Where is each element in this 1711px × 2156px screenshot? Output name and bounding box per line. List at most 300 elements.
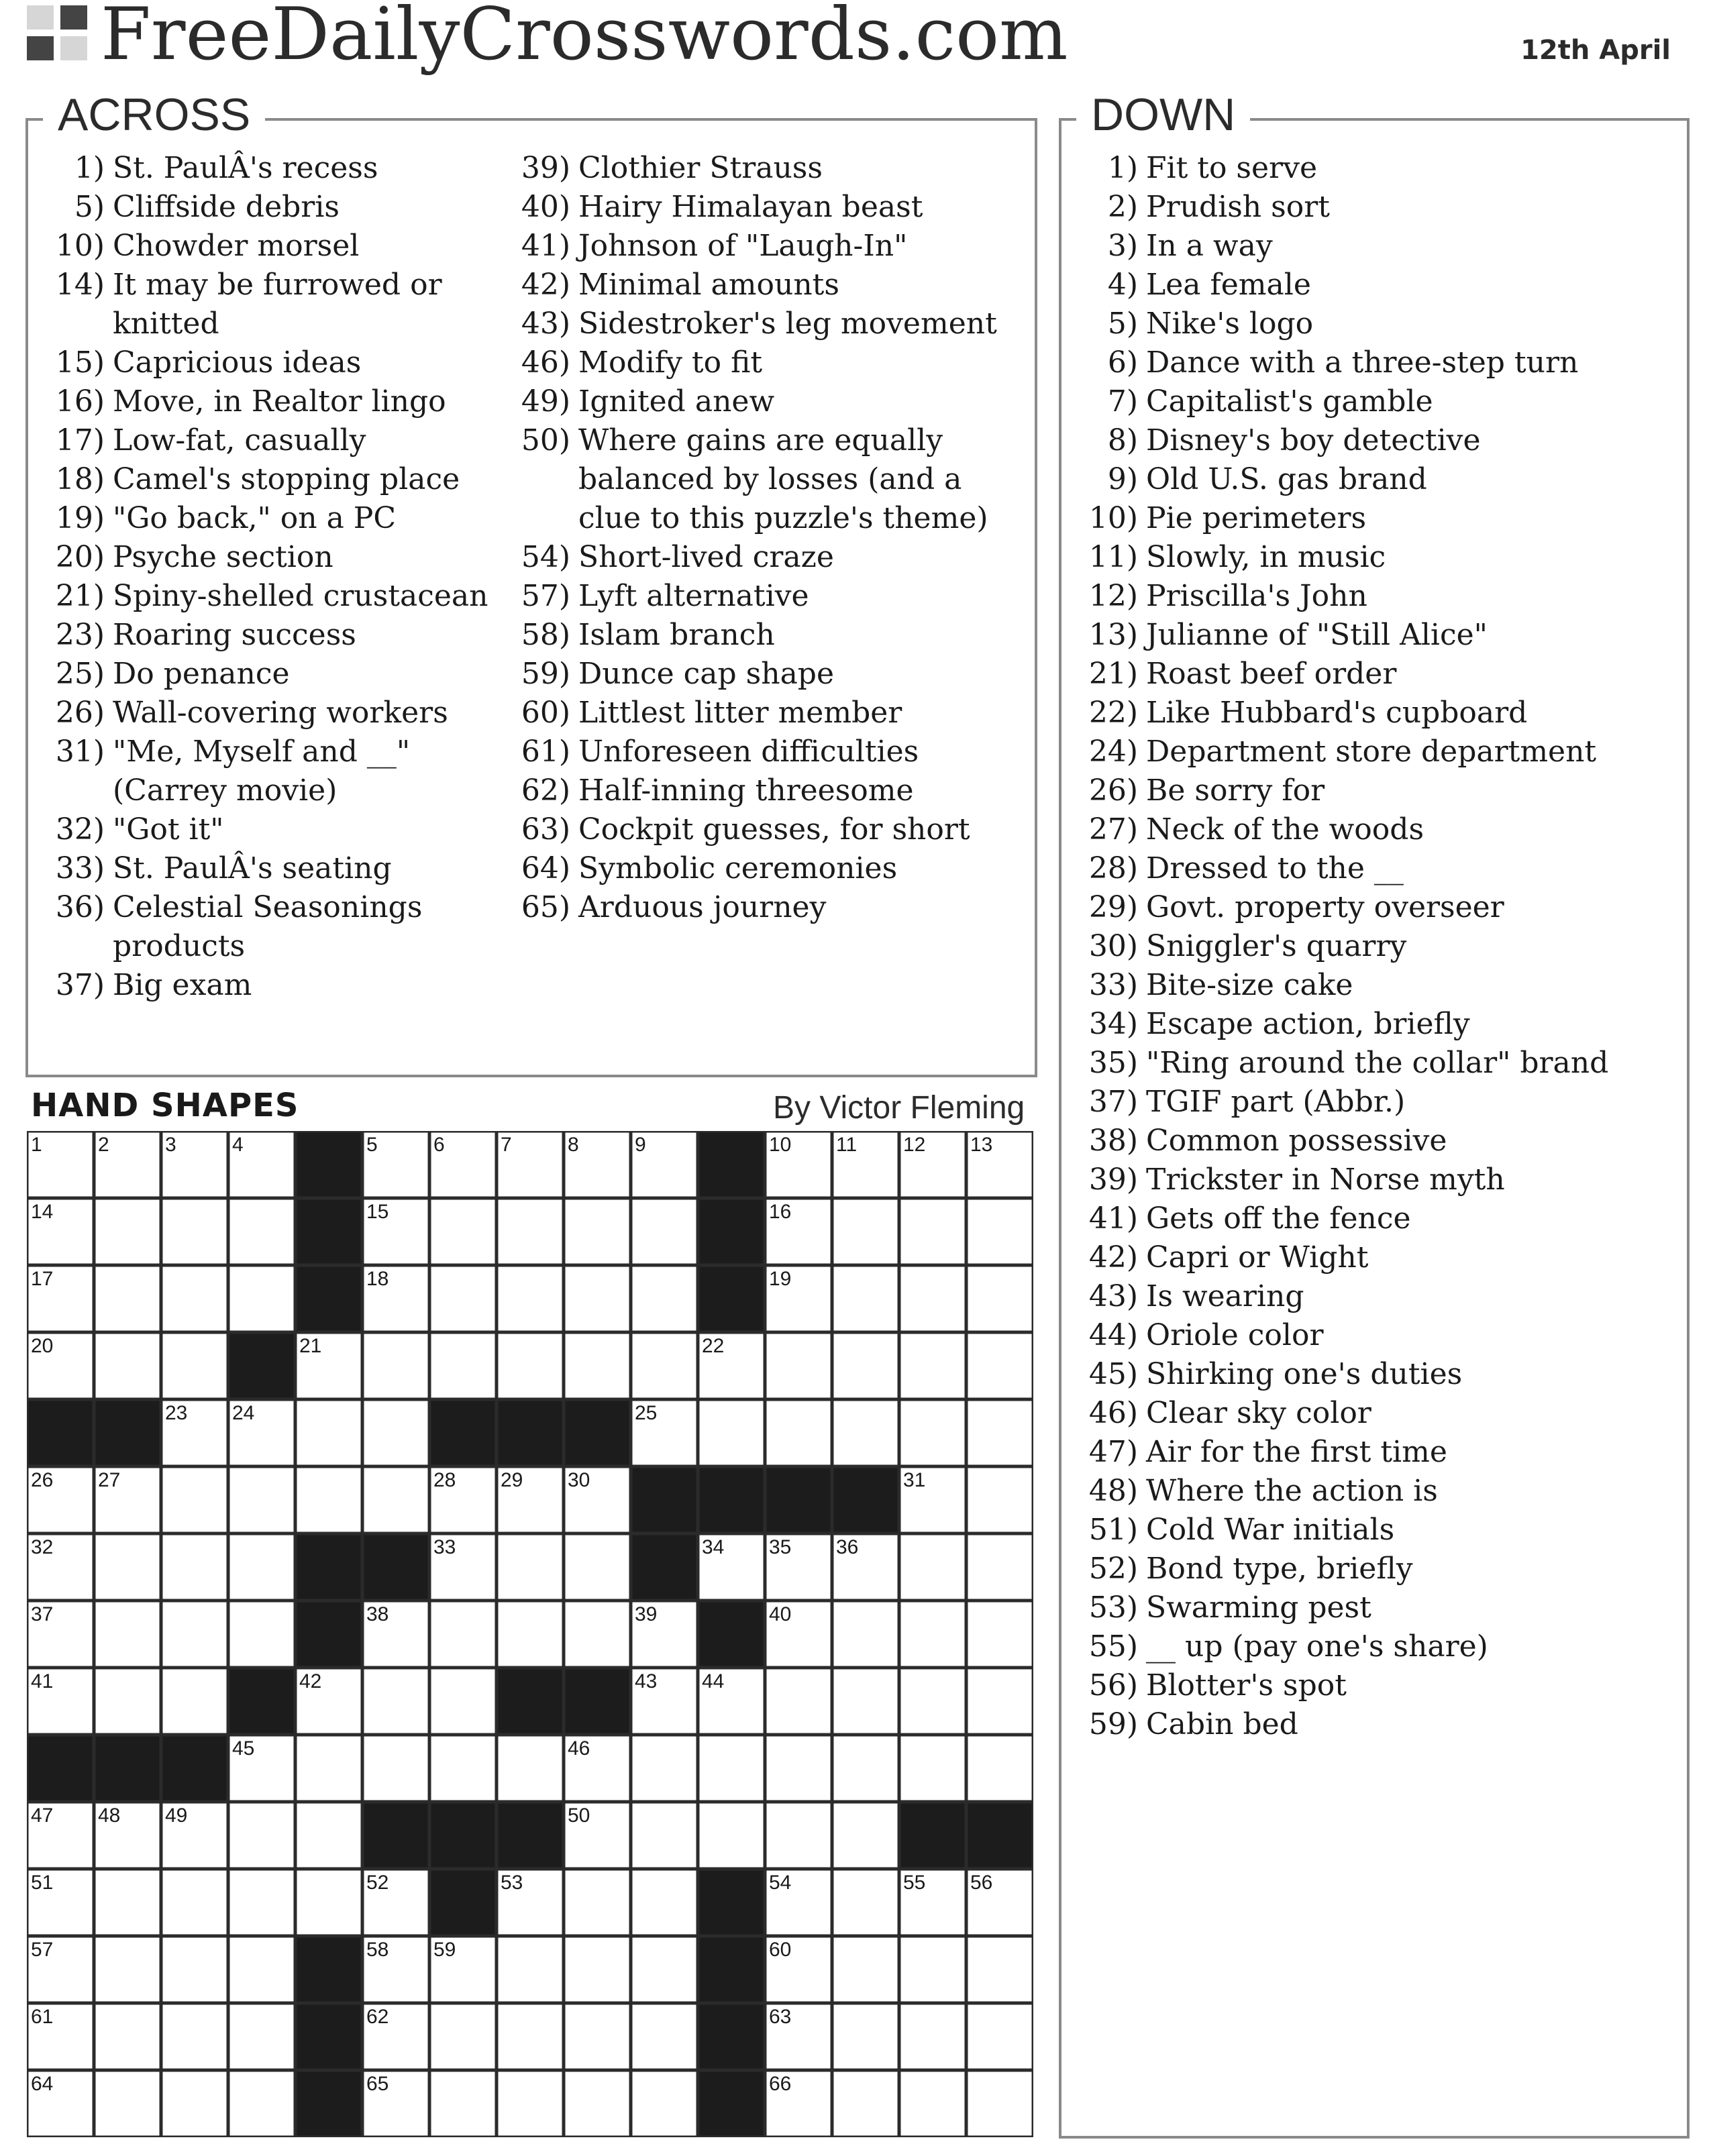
clue-number: 47) xyxy=(1088,1435,1138,1469)
clue-text: Modify to fit xyxy=(578,345,763,380)
grid-cell[interactable] xyxy=(900,1937,966,2002)
clue-number: 32) xyxy=(55,812,105,847)
clue-number: 19) xyxy=(55,501,105,535)
black-square xyxy=(296,1199,362,1264)
down-clue xyxy=(1088,927,1679,966)
grid-cell[interactable] xyxy=(363,1400,429,1466)
cell-number: 33 xyxy=(433,1536,456,1558)
clue-number: 30) xyxy=(1088,929,1138,963)
clue-number: 4) xyxy=(1107,268,1138,302)
grid-cell[interactable] xyxy=(95,1333,160,1399)
grid-cell[interactable] xyxy=(162,1333,227,1399)
grid-cell[interactable] xyxy=(564,1534,630,1600)
clue-text: Blotter's spot xyxy=(1146,1668,1347,1703)
grid-cell[interactable] xyxy=(967,1199,1033,1264)
grid-cell[interactable] xyxy=(833,1937,898,2002)
grid-cell[interactable] xyxy=(967,1668,1033,1734)
down-clue xyxy=(1088,1238,1679,1277)
grid-cell[interactable] xyxy=(95,1668,160,1734)
across-clue xyxy=(521,149,1031,188)
clue-number: 45) xyxy=(1088,1357,1138,1391)
grid-cell[interactable] xyxy=(363,1668,429,1734)
clue-text: Old U.S. gas brand xyxy=(1146,462,1427,496)
grid-cell[interactable] xyxy=(162,1668,227,1734)
clue-number: 1) xyxy=(1107,151,1138,185)
grid-cell[interactable] xyxy=(631,1199,697,1264)
grid-cell[interactable] xyxy=(833,1199,898,1264)
cell-number: 61 xyxy=(31,2006,54,2028)
grid-cell[interactable] xyxy=(229,2071,295,2137)
grid-cell[interactable] xyxy=(564,2004,630,2069)
clue-number: 48) xyxy=(1088,1474,1138,1508)
clue-text: Clothier Strauss xyxy=(578,151,823,185)
grid-cell[interactable] xyxy=(900,1601,966,1667)
grid-cell[interactable] xyxy=(564,2071,630,2137)
grid-cell[interactable] xyxy=(833,1266,898,1332)
down-clue xyxy=(1088,266,1679,305)
grid-cell[interactable] xyxy=(967,1333,1033,1399)
across-clue xyxy=(55,188,484,227)
down-clue xyxy=(1088,1277,1679,1316)
across-clue xyxy=(521,421,1031,538)
grid-cell[interactable] xyxy=(95,1937,160,2002)
grid-cell[interactable] xyxy=(430,1199,496,1264)
black-square xyxy=(564,1400,630,1466)
clue-text: Pie perimeters xyxy=(1146,501,1367,535)
clue-text: Where the action is xyxy=(1146,1474,1438,1508)
grid-cell[interactable] xyxy=(162,2071,227,2137)
clue-number: 25) xyxy=(55,657,105,691)
grid-cell[interactable] xyxy=(497,1937,563,2002)
clue-number: 16) xyxy=(55,384,105,419)
grid-cell[interactable] xyxy=(497,2071,563,2137)
clue-text: TGIF part (Abbr.) xyxy=(1146,1085,1406,1119)
grid-cell[interactable] xyxy=(95,1870,160,1935)
grid-cell[interactable] xyxy=(229,2004,295,2069)
grid-cell[interactable] xyxy=(430,2004,496,2069)
grid-cell[interactable] xyxy=(631,1870,697,1935)
cell-number: 50 xyxy=(568,1804,590,1827)
grid-cell[interactable] xyxy=(698,1400,764,1466)
grid-cell[interactable] xyxy=(229,1534,295,1600)
grid-cell[interactable] xyxy=(497,1735,563,1801)
clue-number: 12) xyxy=(1088,579,1138,613)
grid-cell[interactable] xyxy=(363,1333,429,1399)
cell-number: 60 xyxy=(769,1939,792,1961)
down-clue xyxy=(1088,1083,1679,1122)
grid-cell[interactable] xyxy=(363,1467,429,1533)
grid-cell[interactable] xyxy=(296,1467,362,1533)
clue-number: 33) xyxy=(55,851,105,885)
clue-text: St. PaulÂ's recess xyxy=(113,151,378,185)
black-square xyxy=(698,1266,764,1332)
clue-text: Priscilla's John xyxy=(1146,579,1367,613)
clue-number: 26) xyxy=(55,696,105,730)
down-clue xyxy=(1088,888,1679,927)
grid-cell[interactable] xyxy=(229,1467,295,1533)
grid-cell[interactable] xyxy=(766,1400,831,1466)
down-clue xyxy=(1088,655,1679,694)
grid-cell[interactable] xyxy=(95,2071,160,2137)
cell-number: 4 xyxy=(232,1134,244,1156)
clue-text: Chowder morsel xyxy=(113,229,360,263)
across-clue xyxy=(521,305,1031,343)
grid-cell[interactable] xyxy=(900,1668,966,1734)
grid-cell[interactable] xyxy=(900,2071,966,2137)
clue-number: 46) xyxy=(521,345,570,380)
cell-number: 14 xyxy=(31,1201,54,1223)
grid-cell[interactable] xyxy=(833,1802,898,1868)
grid-cell[interactable] xyxy=(833,1400,898,1466)
clue-text: St. PaulÂ's seating xyxy=(113,851,392,885)
clue-text: Johnson of "Laugh-In" xyxy=(578,229,908,263)
grid-cell[interactable] xyxy=(766,1802,831,1868)
clue-text: Common possessive xyxy=(1146,1124,1447,1158)
black-square xyxy=(229,1333,295,1399)
grid-cell[interactable] xyxy=(564,1937,630,2002)
grid-cell[interactable] xyxy=(95,1199,160,1264)
grid-cell[interactable] xyxy=(967,1601,1033,1667)
grid-squares xyxy=(27,1131,1033,2137)
clue-number: 63) xyxy=(521,812,570,847)
cell-number: 1 xyxy=(31,1134,42,1156)
black-square xyxy=(631,1534,697,1600)
clue-text: Oriole color xyxy=(1146,1318,1324,1352)
grid-cell[interactable] xyxy=(833,1668,898,1734)
grid-cell[interactable] xyxy=(900,1735,966,1801)
clue-text: Bond type, briefly xyxy=(1146,1552,1413,1586)
clue-number: 21) xyxy=(1088,657,1138,691)
black-square xyxy=(229,1668,295,1734)
grid-cell[interactable] xyxy=(967,1534,1033,1600)
grid-cell[interactable] xyxy=(631,1735,697,1801)
down-clue xyxy=(1088,1705,1679,1744)
clue-number: 37) xyxy=(1088,1085,1138,1119)
grid-cell[interactable] xyxy=(229,1266,295,1332)
grid-cell[interactable] xyxy=(430,1668,496,1734)
cell-number: 65 xyxy=(366,2073,389,2095)
clue-text: Swarming pest xyxy=(1146,1591,1371,1625)
black-square xyxy=(363,1802,429,1868)
grid-cell[interactable] xyxy=(95,1266,160,1332)
across-clue xyxy=(55,266,484,343)
grid-cell[interactable] xyxy=(698,1802,764,1868)
grid-cell[interactable] xyxy=(229,1870,295,1935)
down-clue xyxy=(1088,305,1679,343)
grid-cell[interactable] xyxy=(631,2004,697,2069)
grid-cell[interactable] xyxy=(967,1266,1033,1332)
black-square xyxy=(430,1870,496,1935)
grid-cell[interactable] xyxy=(229,1937,295,2002)
cell-number: 57 xyxy=(31,1939,54,1961)
grid-cell[interactable] xyxy=(833,1601,898,1667)
grid-cell[interactable] xyxy=(631,1266,697,1332)
clue-number: 42) xyxy=(1088,1240,1138,1275)
grid-cell[interactable] xyxy=(967,1400,1033,1466)
grid-cell[interactable] xyxy=(95,1534,160,1600)
black-square xyxy=(564,1668,630,1734)
grid-cell[interactable] xyxy=(296,1735,362,1801)
cell-number: 52 xyxy=(366,1872,389,1894)
cell-number: 62 xyxy=(366,2006,389,2028)
black-square xyxy=(900,1802,966,1868)
clue-number: 13) xyxy=(1088,618,1138,652)
grid-cell[interactable] xyxy=(564,1601,630,1667)
cell-number: 54 xyxy=(769,1872,792,1894)
across-heading: ACROSS xyxy=(43,85,265,145)
clue-text: Capri or Wight xyxy=(1146,1240,1369,1275)
clue-text: Unforeseen difficulties xyxy=(578,735,919,769)
grid-cell[interactable] xyxy=(430,1601,496,1667)
grid-cell[interactable] xyxy=(833,1333,898,1399)
across-clue xyxy=(521,266,1031,305)
grid-cell[interactable] xyxy=(900,1266,966,1332)
grid-cell[interactable] xyxy=(900,1400,966,1466)
grid-cell[interactable] xyxy=(497,2004,563,2069)
cell-number: 25 xyxy=(635,1402,658,1424)
clue-text: Capricious ideas xyxy=(113,345,362,380)
clue-number: 40) xyxy=(521,190,570,224)
grid-cell[interactable] xyxy=(564,1333,630,1399)
clue-number: 44) xyxy=(1088,1318,1138,1352)
clue-number: 54) xyxy=(521,540,570,574)
grid-cell[interactable] xyxy=(564,1199,630,1264)
black-square xyxy=(296,1266,362,1332)
clue-text: Trickster in Norse myth xyxy=(1146,1163,1505,1197)
grid-cell[interactable] xyxy=(162,1534,227,1600)
down-clue xyxy=(1088,771,1679,810)
clue-number: 1) xyxy=(74,151,105,185)
clue-number: 46) xyxy=(1088,1396,1138,1430)
grid-cell[interactable] xyxy=(162,2004,227,2069)
cell-number: 36 xyxy=(836,1536,859,1558)
cell-number: 26 xyxy=(31,1469,54,1491)
black-square xyxy=(631,1467,697,1533)
across-clue xyxy=(521,616,1031,655)
grid-cell[interactable] xyxy=(564,1266,630,1332)
clue-number: 8) xyxy=(1107,423,1138,457)
black-square xyxy=(967,1802,1033,1868)
grid-cell[interactable] xyxy=(900,2004,966,2069)
grid-cell[interactable] xyxy=(833,1735,898,1801)
clue-number: 58) xyxy=(521,618,570,652)
cell-number: 21 xyxy=(299,1335,322,1357)
grid-cell[interactable] xyxy=(296,1802,362,1868)
grid-cell[interactable] xyxy=(900,1199,966,1264)
grid-cell[interactable] xyxy=(296,1400,362,1466)
clue-text: It may be furrowed or knitted xyxy=(113,268,442,341)
down-clue xyxy=(1088,227,1679,266)
grid-cell[interactable] xyxy=(430,1266,496,1332)
clue-number: 31) xyxy=(55,735,105,769)
grid-cell[interactable] xyxy=(162,1266,227,1332)
grid-cell[interactable] xyxy=(698,1735,764,1801)
across-clue xyxy=(55,849,484,888)
clue-text: Air for the first time xyxy=(1146,1435,1447,1469)
clue-number: 35) xyxy=(1088,1046,1138,1080)
grid-cell[interactable] xyxy=(967,1735,1033,1801)
grid-cell[interactable] xyxy=(430,1333,496,1399)
clue-number: 21) xyxy=(55,579,105,613)
black-square xyxy=(698,1937,764,2002)
grid-cell[interactable] xyxy=(95,1601,160,1667)
clue-number: 5) xyxy=(1107,307,1138,341)
across-clue xyxy=(55,227,484,266)
clue-text: Spiny-shelled crustacean xyxy=(113,579,488,613)
cell-number: 9 xyxy=(635,1134,646,1156)
grid-cell[interactable] xyxy=(162,1937,227,2002)
black-square xyxy=(698,1132,764,1197)
clue-text: "Ring around the collar" brand xyxy=(1146,1046,1609,1080)
black-square xyxy=(296,2004,362,2069)
grid-cell[interactable] xyxy=(564,1870,630,1935)
cell-number: 53 xyxy=(501,1872,523,1894)
cell-number: 20 xyxy=(31,1335,54,1357)
down-clue xyxy=(1088,382,1679,421)
grid-cell[interactable] xyxy=(967,2004,1033,2069)
grid-cell[interactable] xyxy=(833,2071,898,2137)
across-clue xyxy=(521,382,1031,421)
cell-number: 6 xyxy=(433,1134,445,1156)
clue-text: Like Hubbard's cupboard xyxy=(1146,696,1528,730)
cell-number: 63 xyxy=(769,2006,792,2028)
down-clue xyxy=(1088,1199,1679,1238)
clue-number: 14) xyxy=(55,268,105,302)
site-logo-icon xyxy=(27,5,90,62)
clue-text: Lea female xyxy=(1146,268,1311,302)
grid-cell[interactable] xyxy=(900,1333,966,1399)
grid-cell[interactable] xyxy=(766,1735,831,1801)
clue-text: Short-lived craze xyxy=(578,540,834,574)
grid-cell[interactable] xyxy=(430,2071,496,2137)
across-clue xyxy=(521,694,1031,733)
across-clue xyxy=(55,499,484,538)
down-clue xyxy=(1088,1355,1679,1394)
grid-cell[interactable] xyxy=(497,1199,563,1264)
clue-number: 34) xyxy=(1088,1007,1138,1041)
cell-number: 64 xyxy=(31,2073,54,2095)
down-clue xyxy=(1088,694,1679,733)
grid-cell[interactable] xyxy=(363,1735,429,1801)
grid-cell[interactable] xyxy=(229,1802,295,1868)
down-clue xyxy=(1088,1472,1679,1511)
grid-cell[interactable] xyxy=(162,1601,227,1667)
grid-cell[interactable] xyxy=(162,1870,227,1935)
cell-number: 29 xyxy=(501,1469,523,1491)
clue-text: Cold War initials xyxy=(1146,1513,1395,1547)
cell-number: 34 xyxy=(702,1536,725,1558)
black-square xyxy=(95,1735,160,1801)
clue-text: Prudish sort xyxy=(1146,190,1330,224)
grid-cell[interactable] xyxy=(631,1802,697,1868)
clue-text: Julianne of "Still Alice" xyxy=(1146,618,1488,652)
cell-number: 40 xyxy=(769,1603,792,1625)
cell-number: 55 xyxy=(903,1872,926,1894)
grid-cell[interactable] xyxy=(631,1333,697,1399)
down-clue xyxy=(1088,1588,1679,1627)
clue-text: Do penance xyxy=(113,657,290,691)
clue-number: 33) xyxy=(1088,968,1138,1002)
grid-cell[interactable] xyxy=(296,1870,362,1935)
cell-number: 15 xyxy=(366,1201,389,1223)
grid-cell[interactable] xyxy=(833,1870,898,1935)
across-clue xyxy=(55,888,484,966)
clue-number: 53) xyxy=(1088,1591,1138,1625)
clue-text: Minimal amounts xyxy=(578,268,839,302)
clue-number: 39) xyxy=(521,151,570,185)
cell-number: 47 xyxy=(31,1804,54,1827)
grid-cell[interactable] xyxy=(967,1467,1033,1533)
grid-cell[interactable] xyxy=(967,2071,1033,2137)
clue-text: Littlest litter member xyxy=(578,696,902,730)
black-square xyxy=(162,1735,227,1801)
black-square xyxy=(28,1735,93,1801)
grid-cell[interactable] xyxy=(430,1735,496,1801)
clue-number: 10) xyxy=(55,229,105,263)
across-clue xyxy=(55,421,484,460)
clue-text: __ up (pay one's share) xyxy=(1146,1629,1488,1664)
grid-cell[interactable] xyxy=(900,1534,966,1600)
grid-cell[interactable] xyxy=(497,1601,563,1667)
clue-text: Roaring success xyxy=(113,618,356,652)
grid-cell[interactable] xyxy=(631,1937,697,2002)
cell-number: 7 xyxy=(501,1134,512,1156)
grid-cell[interactable] xyxy=(497,1266,563,1332)
down-clue xyxy=(1088,421,1679,460)
black-square xyxy=(296,1132,362,1197)
clue-number: 50) xyxy=(521,423,570,457)
grid-cell[interactable] xyxy=(162,1467,227,1533)
grid-cell[interactable] xyxy=(497,1534,563,1600)
grid-cell[interactable] xyxy=(967,1937,1033,2002)
grid-cell[interactable] xyxy=(229,1199,295,1264)
crossword-grid[interactable] xyxy=(27,1131,1033,2137)
cell-number: 3 xyxy=(165,1134,176,1156)
clue-number: 61) xyxy=(521,735,570,769)
grid-cell[interactable] xyxy=(631,2071,697,2137)
cell-number: 56 xyxy=(970,1872,993,1894)
clue-number: 37) xyxy=(55,968,105,1002)
clue-number: 10) xyxy=(1088,501,1138,535)
black-square xyxy=(430,1802,496,1868)
grid-cell[interactable] xyxy=(833,2004,898,2069)
clue-number: 59) xyxy=(521,657,570,691)
cell-number: 37 xyxy=(31,1603,54,1625)
clue-text: Celestial Seasonings products xyxy=(113,890,423,963)
clue-text: Disney's boy detective xyxy=(1146,423,1481,457)
grid-cell[interactable] xyxy=(162,1199,227,1264)
black-square xyxy=(698,2004,764,2069)
grid-cell[interactable] xyxy=(95,2004,160,2069)
clue-number: 60) xyxy=(521,696,570,730)
black-square xyxy=(698,1601,764,1667)
black-square xyxy=(497,1668,563,1734)
grid-cell[interactable] xyxy=(497,1333,563,1399)
grid-cell[interactable] xyxy=(766,1333,831,1399)
puzzle-title: HAND SHAPES xyxy=(31,1087,299,1124)
grid-cell[interactable] xyxy=(766,1668,831,1734)
grid-cell[interactable] xyxy=(229,1601,295,1667)
clue-text: Psyche section xyxy=(113,540,333,574)
down-clue xyxy=(1088,1044,1679,1083)
clue-number: 28) xyxy=(1088,851,1138,885)
clue-text: "Me, Myself and __" (Carrey movie) xyxy=(113,735,411,808)
clue-text: Move, in Realtor lingo xyxy=(113,384,446,419)
down-clue xyxy=(1088,460,1679,499)
cell-number: 11 xyxy=(836,1134,858,1156)
black-square xyxy=(28,1400,93,1466)
black-square xyxy=(698,1467,764,1533)
